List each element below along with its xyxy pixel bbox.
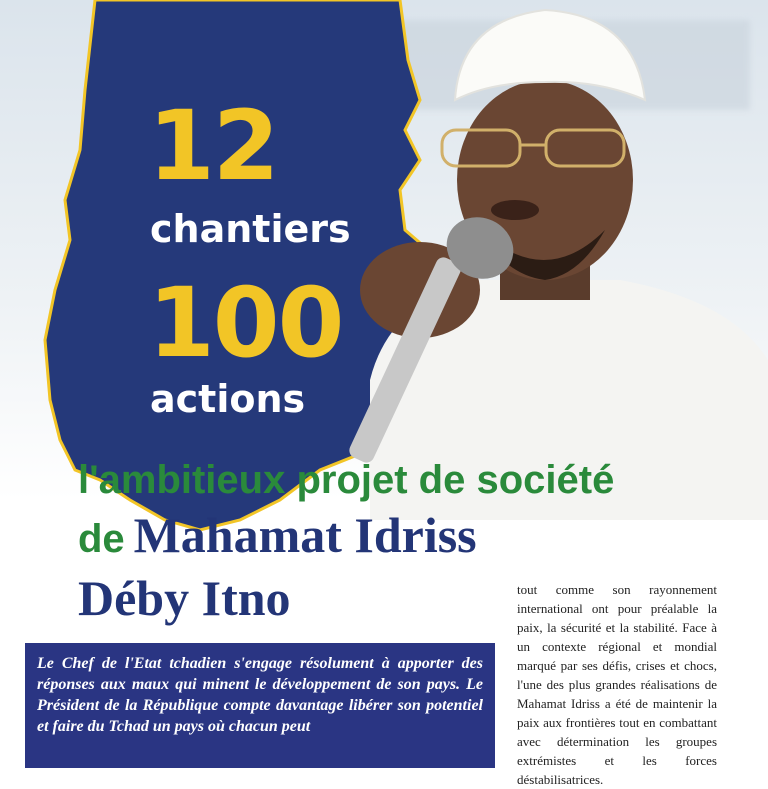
body-text: tout comme son rayonnement international ont pour préalable la paix, la sécurité et la stabilité. Face à un contexte régional et mondial marqué par ses défis, crises et chocs, l'une des plus grandes réalisations de Mahamat Idriss a été de maintenir la paix aux frontières tout en combattant avec détermination les groupes extrémistes et les forces déstabilisatrices.: [517, 582, 717, 787]
actions-label: actions: [150, 377, 306, 421]
headline-name: Mahamat Idriss: [133, 507, 477, 563]
headline-prefix: de: [78, 517, 125, 561]
chantiers-number: 12: [148, 90, 278, 202]
headline-line1: l'ambitieux projet de société: [78, 458, 615, 502]
chantiers-label: chantiers: [150, 207, 351, 251]
headline-line2: [78, 506, 758, 570]
actions-number: 100: [148, 267, 343, 379]
lede-box: [25, 643, 495, 768]
president-portrait: [330, 0, 768, 520]
headline-line3: Déby Itno: [78, 570, 291, 626]
body-column: [517, 580, 717, 787]
lede-text: Le Chef de l'Etat tchadien s'engage résolument à apporter des réponses aux maux qui minent le développement de son pays. Le Président de la République compte davantage libérer son potentiel et faire du Tchad un pays où chacun peut: [37, 655, 483, 735]
